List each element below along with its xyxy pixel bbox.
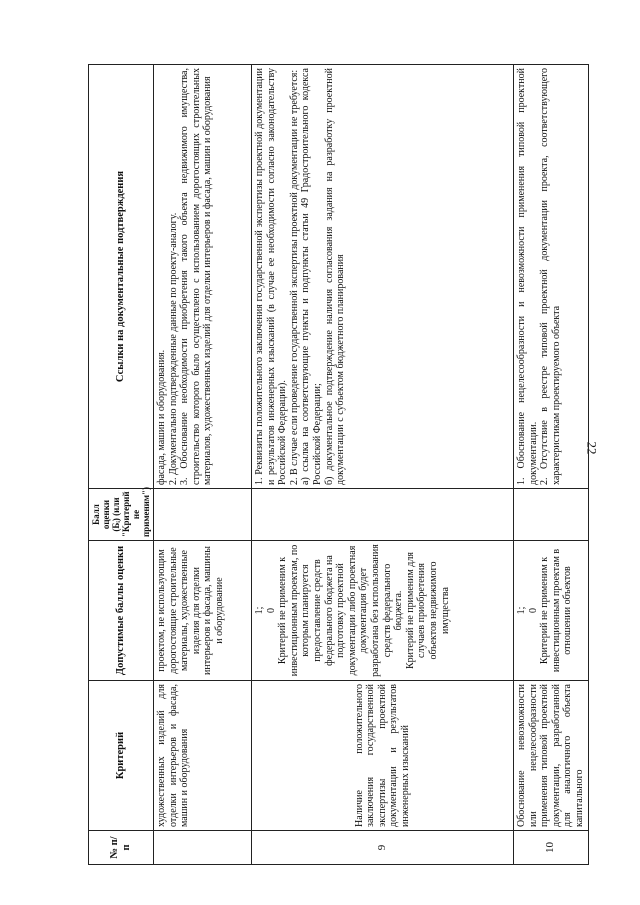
scores-cell: проектом, не использующим дорогостоящие строительные материалы, художественные изделия для отделки интерьеров и фасада, машины и оборудование [154, 541, 252, 681]
score-value-cell [154, 489, 252, 541]
row-num: 10 [514, 831, 589, 865]
doc-line: 3. Обоснование необходимости приобретения такого объекта недвижимого имущества, строительство которого было осуществлено с использованием дорогостоящих строительных материалов, художественных изделий для отделки интерьеров и фасада, машин и оборудования [179, 68, 214, 485]
doc-line: 2. Документально подтвержденные данные по проекту-аналогу. [167, 212, 179, 485]
score-option: 0 [265, 608, 277, 613]
header-scores: Допустимые баллы оценки [89, 541, 154, 681]
score-note: Критерий не применим для случаев приобретения объектов недвижимого имущества [404, 552, 451, 670]
doc-line: 1. Реквизиты положительного заключения государственной экспертизы проектной документации и результатов инженерных изысканий (в случае ее необходимости согласно законодательству Российской Федерации). [254, 68, 289, 485]
score-option: 1; [516, 606, 527, 615]
docs-cell [252, 65, 514, 489]
score-value-cell [514, 489, 589, 541]
docs-cell [154, 65, 252, 489]
header-num: № п/п [89, 831, 154, 865]
score-option: 1; [254, 606, 265, 615]
doc-line: 2. Отсутствие в реестре типовой проектной документации проекта, соответствующего характеристикам проектируемого объекта [539, 68, 562, 485]
doc-line: а) ссылка на соответствующие пункты и подпункты статьи 49 Градостроительного кодекса Российской Федерации; [300, 68, 323, 485]
score-value-cell [252, 489, 514, 541]
table-row [154, 65, 252, 865]
scores-cell [514, 541, 589, 681]
score-option: 0 [527, 608, 539, 613]
score-note: Критерий не применим к инвестиционным проектам в отношении объектов [539, 548, 574, 673]
docs-cell [514, 65, 589, 489]
doc-line: фасада, машин и оборудования. [156, 349, 167, 485]
rotated-table-page [88, 65, 585, 865]
header-criterion: Критерий [89, 681, 154, 831]
criterion-cell: Обоснование невозможности или нецелесообразности применения типовой проектной документации, разработанной для аналогичного объекта капитального [514, 681, 589, 831]
table-row [514, 65, 589, 865]
criteria-table [88, 64, 589, 865]
criterion-cell: художественных изделий для отделки интерьеров и фасада, машин и оборудования [154, 681, 252, 831]
header-score-value: Балл оценки (Бᵢ) (или "Критерий не применим") [89, 489, 154, 541]
doc-line: 2. В случае если проведение государственной экспертизы проектной документации не требуется: [288, 69, 300, 485]
page-number: 22 [584, 441, 600, 455]
header-docs: Ссылки на документальные подтверждения [89, 65, 154, 489]
doc-line: 1. Обоснование нецелесообразности и невозможности применения типовой проектной документации. [516, 68, 539, 485]
row-num: 9 [252, 831, 514, 865]
row-num [154, 831, 252, 865]
scores-cell [252, 541, 514, 681]
table-row [252, 65, 514, 865]
header-row [89, 65, 154, 865]
criterion-cell: Наличие положительного заключения государственной экспертизы проектной документации и результатов инженерных изысканий [252, 681, 514, 831]
doc-line: б) документальное подтверждение наличия согласования задания на разработку проектной документации с субъектом бюджетного планирования [323, 68, 347, 485]
score-note: Критерий не применим к инвестиционным проектам, по которым планируется предоставление средств федерального бюджета на подготовку проектной документации либо проектная документация будет разработана без использования средств федерального бюджета. [277, 544, 405, 677]
